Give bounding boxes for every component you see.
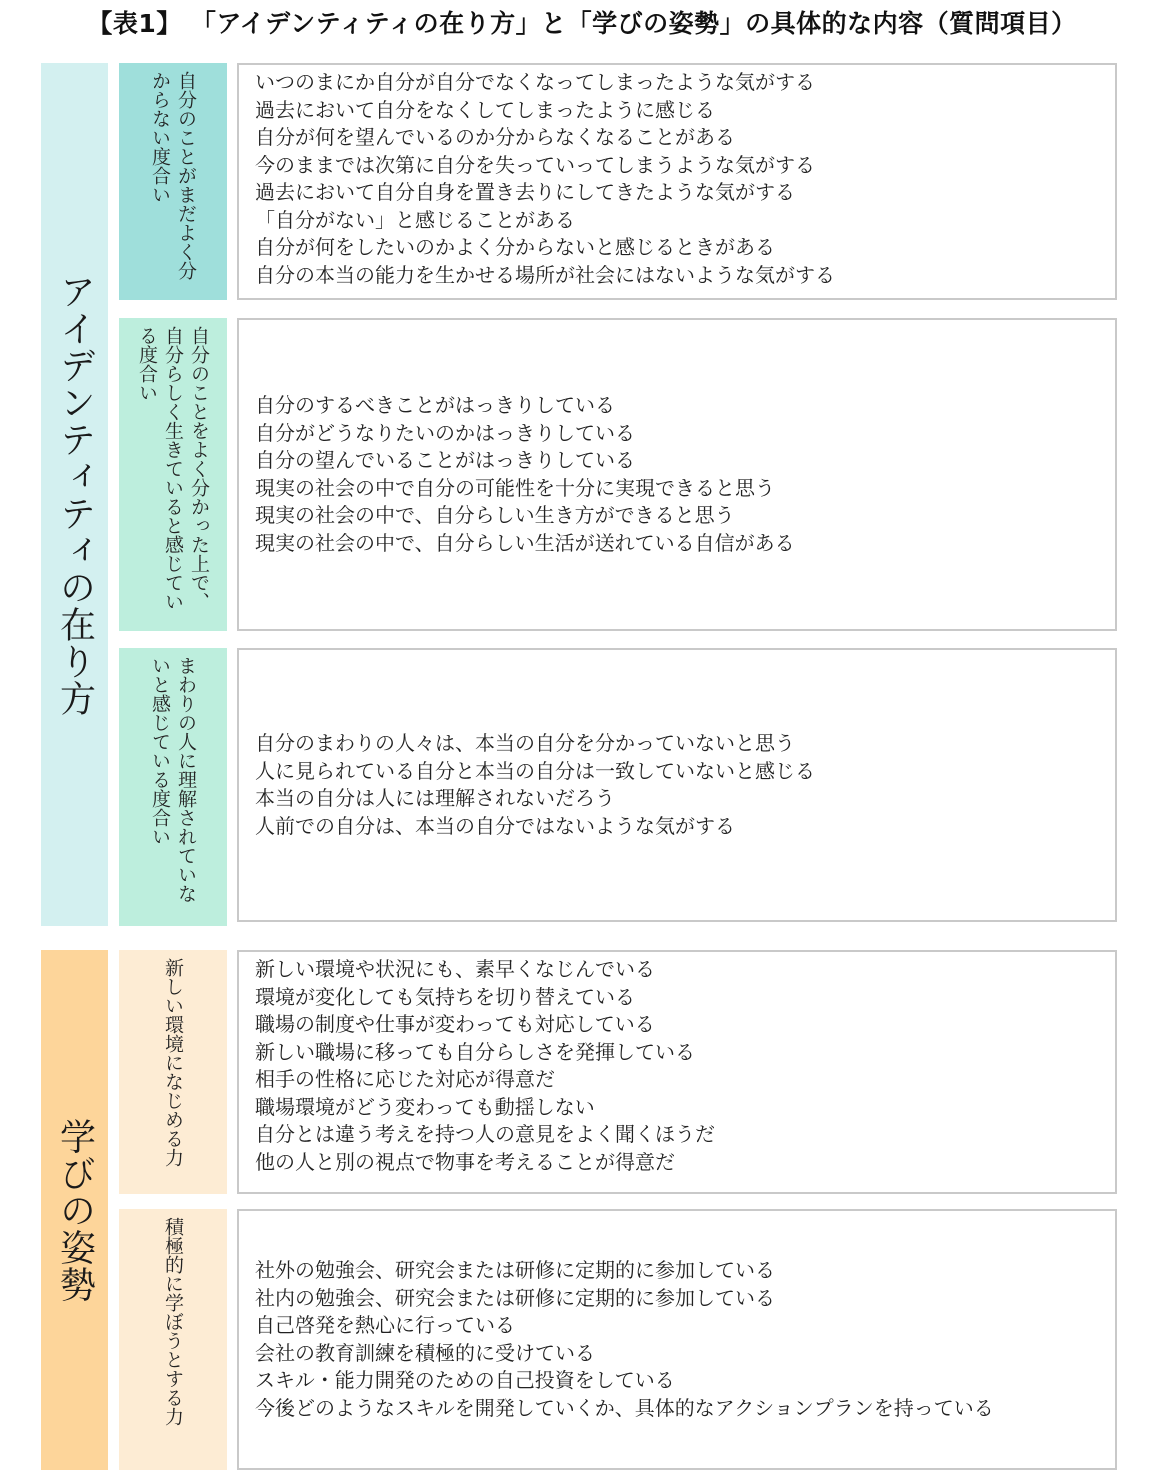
list-item: 社内の勉強会、研究会または研修に定期的に参加している (255, 1285, 775, 1310)
list-item: 本当の自分は人には理解されないだろう (255, 786, 615, 810)
table-title: 【表1】 「アイデンティティの在り方」と「学びの姿勢」の具体的な内容（質問項目） (87, 9, 1077, 38)
list-item: 自分のするべきことがはっきりしている (255, 393, 615, 417)
category-learning-attitude (41, 950, 108, 1470)
list-item: 今後どのようなスキルを開発していくか、具体的なアクションプランを持っている (255, 1395, 994, 1420)
list-item: 人前での自分は、本当の自分ではないような気がする (255, 813, 735, 838)
list-item: 今のままでは次第に自分を失っていってしまうような気がする (255, 152, 815, 177)
category-label: アイデンティティの在り方 (54, 272, 96, 717)
list-item: スキル・能力開発のための自己投資をしている (255, 1368, 675, 1392)
list-item: 過去において自分をなくしてしまったように感じる (255, 97, 715, 122)
list-item: 会社の教育訓練を積極的に受けている (255, 1340, 595, 1365)
items-box-not-understood (237, 648, 1117, 922)
subcategory-not-understood (119, 648, 227, 926)
category-label: 学びの姿勢 (54, 1117, 96, 1303)
items-box-living-authentically (237, 318, 1117, 631)
subcategory-label: 新しい環境になじめる力 (162, 958, 184, 1167)
items-box-unclear-self (237, 63, 1117, 300)
category-identity (41, 63, 108, 926)
list-item: 自分の望んでいることがはっきりしている (255, 448, 635, 472)
list-item: 過去において自分自身を置き去りにしてきたような気がする (255, 180, 795, 204)
subcategory-label: 積極的に学ぼうとする力 (162, 1217, 184, 1426)
subcategory-adaptability (119, 950, 227, 1194)
list-item: 現実の社会の中で、自分らしい生き方ができると思う (255, 503, 735, 527)
list-item: 現実の社会の中で自分の可能性を十分に実現できると思う (255, 475, 775, 500)
items-box-adaptability (237, 950, 1117, 1194)
list-item: 職場の制度や仕事が変わっても対応している (255, 1012, 655, 1036)
list-item: 職場環境がどう変わっても動揺しない (255, 1094, 595, 1119)
list-item: 社外の勉強会、研究会または研修に定期的に参加している (255, 1258, 775, 1282)
list-item: 自分が何を望んでいるのか分からなくなることがある (255, 125, 735, 149)
list-item: 自分が何をしたいのかよく分からないと感じるときがある (255, 235, 775, 259)
list-item: 相手の性格に応じた対応が得意だ (255, 1067, 555, 1091)
subcategory-label: 自分のことがまだよく分からない度合い (149, 71, 197, 280)
list-item: 環境が変化しても気持ちを切り替えている (255, 984, 635, 1009)
list-item: 新しい環境や状況にも、素早くなじんでいる (255, 957, 655, 981)
subcategory-living-authentically (119, 318, 227, 631)
list-item: 現実の社会の中で、自分らしい生活が送れている自信がある (255, 530, 795, 555)
list-item: 自分のまわりの人々は、本当の自分を分かっていないと思う (255, 731, 795, 755)
list-item: 他の人と別の視点で物事を考えることが得意だ (255, 1149, 675, 1174)
list-item: 人に見られている自分と本当の自分は一致していないと感じる (255, 758, 815, 783)
subcategory-unclear-self (119, 63, 227, 300)
list-item: 自分がどうなりたいのかはっきりしている (255, 420, 635, 445)
subcategory-active-learning (119, 1209, 227, 1470)
items-box-active-learning (237, 1209, 1117, 1470)
list-item: 自分とは違う考えを持つ人の意見をよく聞くほうだ (255, 1122, 715, 1146)
subcategory-label: まわりの人に理解されていないと感じている度合い (149, 656, 197, 903)
list-item: いつのまにか自分が自分でなくなってしまったような気がする (255, 70, 815, 94)
subcategory-label: 自分のことをよく分かった上で、自分らしく生きていると感じている度合い (136, 326, 210, 611)
list-item: 自己啓発を熱心に行っている (255, 1313, 515, 1337)
list-item: 自分の本当の能力を生かせる場所が社会にはないような気がする (255, 262, 835, 287)
list-item: 「自分がない」と感じることがある (255, 207, 575, 232)
list-item: 新しい職場に移っても自分らしさを発揮している (255, 1039, 695, 1064)
